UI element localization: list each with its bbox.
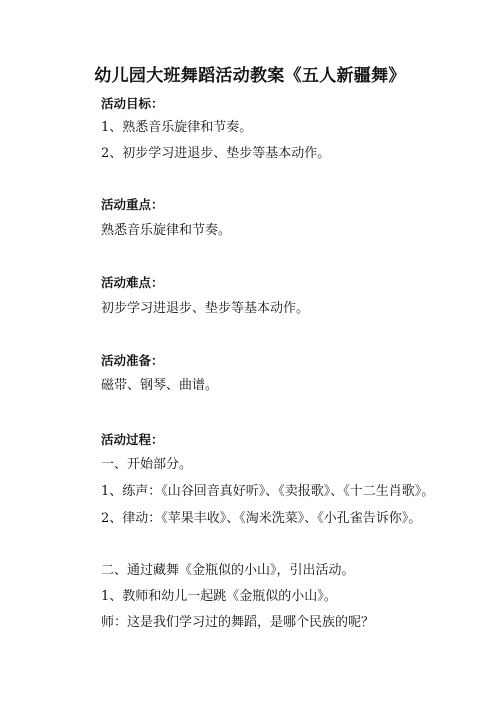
process-heading: 活动过程： bbox=[101, 432, 164, 447]
process-part1-title: 一、开始部分。 bbox=[101, 457, 193, 472]
process-part1-item-1: 1、练声：《山谷回音真好听》、《卖报歌》、《十二生肖歌》。 bbox=[101, 484, 435, 499]
process-part2-item-2: 师：这是我们学习过的舞蹈，是哪个民族的呢？ bbox=[101, 615, 375, 630]
difficulty-heading: 活动难点： bbox=[101, 275, 164, 290]
process-part2-title: 二、通过藏舞《金瓶似的小山》，引出活动。 bbox=[101, 563, 355, 578]
document-title: 幼儿园大班舞蹈活动教案《五人新疆舞》 bbox=[94, 66, 406, 86]
goals-item-2: 2、初步学习进退步、垫步等基本动作。 bbox=[101, 146, 331, 161]
focus-text: 熟悉音乐旋律和节奏。 bbox=[101, 223, 232, 238]
goals-item-1: 1、熟悉音乐旋律和节奏。 bbox=[101, 120, 253, 135]
focus-heading: 活动重点： bbox=[101, 197, 164, 212]
preparation-heading: 活动准备： bbox=[101, 353, 164, 368]
process-part2-item-1: 1、教师和幼儿一起跳《金瓶似的小山》。 bbox=[101, 589, 337, 604]
preparation-text: 磁带、钢琴、曲谱。 bbox=[101, 378, 219, 393]
difficulty-text: 初步学习进退步、垫步等基本动作。 bbox=[101, 301, 310, 316]
goals-heading: 活动目标： bbox=[101, 96, 164, 111]
process-part1-item-2: 2、律动：《苹果丰收》、《淘米洗菜》、《小孔雀告诉你》。 bbox=[101, 511, 422, 526]
